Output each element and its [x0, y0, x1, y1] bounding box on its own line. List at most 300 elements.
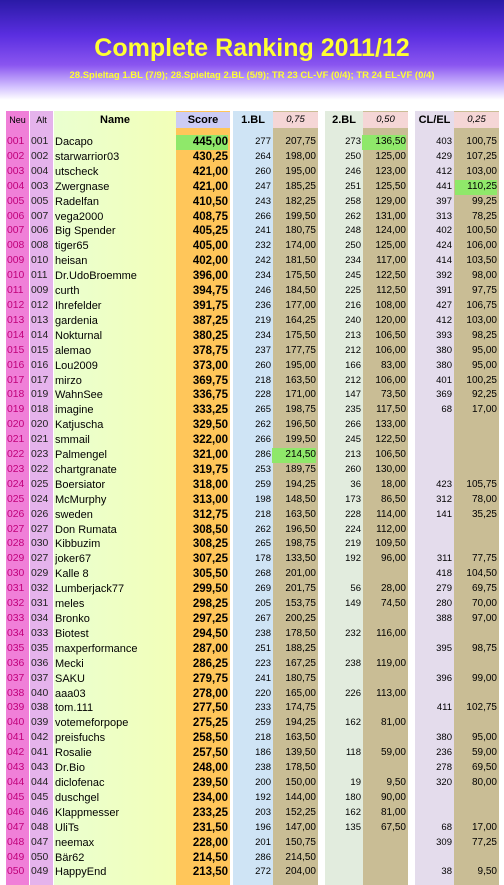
clel-points — [455, 791, 497, 806]
bl1-points: 139,50 — [285, 747, 316, 759]
clel-tips: 141 — [436, 508, 452, 520]
score-value: 278,00 — [192, 687, 228, 700]
score-value: 297,25 — [192, 613, 228, 625]
bl2-points: 125,00 — [375, 150, 406, 162]
bl2-tips: 258 — [345, 195, 361, 207]
bl2-tips: 235 — [345, 404, 361, 416]
bl2-points: 117,50 — [376, 404, 406, 416]
bl2-tips: 248 — [345, 225, 361, 237]
score-value: 277,50 — [192, 702, 228, 715]
rank-old: 045 — [31, 791, 49, 803]
rank-old: 011 — [31, 270, 48, 282]
bl2-tips: 213 — [345, 449, 361, 461]
table-row — [0, 478, 504, 493]
clel-tips: 397 — [436, 195, 452, 207]
table-row — [0, 865, 504, 880]
bl1-tips: 266 — [255, 210, 271, 222]
rank-new: 006 — [7, 210, 25, 222]
rank-old: 012 — [31, 299, 49, 311]
rank-new: 036 — [7, 657, 25, 669]
clel-tips: 320 — [436, 776, 452, 788]
bl2-points: 59,00 — [380, 747, 406, 759]
score-value: 421,00 — [192, 165, 228, 178]
bl1-points: 198,75 — [285, 538, 316, 550]
table-row — [0, 359, 504, 374]
clel-tips — [415, 627, 452, 642]
player-name: duschgel — [55, 791, 100, 804]
bl1-tips: 277 — [255, 136, 271, 147]
clel-tips: 391 — [436, 285, 452, 297]
table-row — [0, 344, 504, 359]
bl2-points — [362, 761, 406, 776]
rank-old: 020 — [31, 419, 49, 431]
table-row — [0, 776, 504, 791]
rank-old: 042 — [31, 732, 49, 744]
bl2-points: 106,50 — [375, 449, 406, 461]
bl2-tips: 246 — [345, 165, 361, 177]
rank-old: 023 — [31, 449, 49, 461]
score-value: 369,75 — [192, 374, 228, 387]
header-banner — [0, 0, 504, 100]
clel-points: 77,25 — [471, 836, 497, 848]
bl2-tips: 273 — [345, 136, 361, 147]
score-value: 307,25 — [192, 553, 228, 566]
rank-old: 036 — [31, 657, 49, 669]
score-value: 322,00 — [192, 434, 228, 447]
bl1-tips: 265 — [255, 404, 271, 416]
table-row — [0, 433, 504, 448]
clel-tips: 411 — [436, 702, 452, 714]
score-value: 313,00 — [192, 493, 228, 506]
bl1-points: 214,50 — [285, 851, 316, 863]
bl1-header: 1.BL — [241, 114, 265, 126]
rank-old: 031 — [31, 598, 49, 610]
bl1-tips: 243 — [255, 195, 271, 207]
bl2-tips: 251 — [345, 180, 361, 192]
bl2-header: 2.BL — [332, 114, 356, 126]
score-value: 445,00 — [176, 135, 228, 150]
bl1-points: 214,50 — [272, 448, 316, 463]
score-value: 298,25 — [192, 598, 228, 611]
name-header: Name — [100, 114, 130, 126]
bl1-points: 163,50 — [285, 508, 316, 520]
rank-old: 007 — [31, 210, 49, 222]
rank-old: 025 — [31, 478, 49, 490]
score-value: 378,75 — [192, 344, 228, 357]
clel-points: 103,00 — [466, 165, 497, 177]
rank-old: 037 — [31, 672, 49, 684]
rank-new: 005 — [7, 195, 25, 207]
rank-new: 049 — [7, 851, 25, 863]
bl1-points: 165,00 — [285, 687, 316, 699]
rank-new: 030 — [7, 568, 25, 580]
bl1-points: 196,50 — [285, 419, 316, 431]
score-value: 373,00 — [192, 359, 228, 372]
bl1-points: 175,50 — [285, 329, 316, 341]
player-name: Dr.UdoBroemme — [55, 270, 137, 283]
clel-points: 95,00 — [471, 359, 497, 371]
rank-old: 049 — [31, 866, 49, 878]
rank-new: 027 — [7, 523, 25, 535]
clel-points: 104,50 — [466, 568, 497, 580]
table-row — [0, 806, 504, 821]
score-value: 239,50 — [192, 776, 228, 789]
bl1-tips: 247 — [255, 180, 271, 192]
bl1-tips: 268 — [255, 568, 271, 580]
score-value: 258,50 — [192, 732, 228, 745]
player-name: Bronko — [55, 613, 90, 625]
rank-old: 024 — [31, 493, 49, 505]
bl1-points: 198,75 — [285, 404, 316, 416]
bl1-points: 144,00 — [285, 791, 316, 803]
bl2-tips — [325, 701, 361, 716]
player-name: vega2000 — [55, 210, 104, 223]
clel-tips: 412 — [436, 314, 452, 326]
score-value: 308,25 — [192, 538, 228, 551]
clel-points: 99,25 — [471, 195, 497, 207]
player-name: diclofenac — [55, 776, 105, 789]
player-name: Dacapo — [55, 136, 93, 148]
score-value: 214,50 — [192, 851, 228, 864]
score-value: 318,00 — [192, 478, 228, 491]
player-name: maxperformance — [55, 642, 138, 655]
bl2-tips: 162 — [345, 806, 361, 818]
rank-new: 008 — [7, 240, 25, 252]
bl2-points: 81,00 — [380, 806, 406, 818]
bl2-points: 28,00 — [380, 583, 406, 595]
clel-points: 35,25 — [471, 508, 497, 520]
bl2-points: 18,00 — [380, 478, 406, 490]
rank-new: 039 — [7, 702, 25, 714]
bl2-tips: 250 — [345, 240, 361, 252]
bl1-tips: 262 — [255, 523, 271, 535]
clel-tips: 424 — [436, 240, 452, 252]
bl1-tips: 228 — [255, 389, 271, 401]
clel-tips: 412 — [436, 165, 452, 177]
bl2-points: 106,00 — [375, 344, 406, 356]
bl2-points: 73,50 — [380, 389, 406, 401]
clel-tips: 311 — [436, 553, 452, 565]
clel-tips: 396 — [436, 672, 452, 684]
bl2-points: 106,50 — [375, 329, 406, 341]
player-name: WahnSee — [55, 389, 103, 402]
bl1-points: 153,75 — [285, 598, 316, 610]
score-value: 286,25 — [192, 657, 228, 670]
rank-old: 021 — [31, 434, 49, 446]
player-name: Don Rumata — [55, 523, 117, 536]
rank-new: 017 — [7, 374, 25, 386]
bl1-points: 195,00 — [285, 359, 316, 371]
table-row — [0, 791, 504, 806]
clel-points: 97,00 — [471, 613, 497, 624]
clel-points: 100,25 — [466, 374, 497, 386]
bl1-points: 177,00 — [285, 299, 316, 311]
bl2-points: 113,00 — [376, 687, 406, 699]
score-value: 410,50 — [192, 195, 228, 208]
bl2-tips: 228 — [345, 508, 361, 520]
clel-tips: 395 — [436, 642, 452, 654]
table-row — [0, 746, 504, 761]
table-row — [0, 388, 504, 403]
bl2-points — [362, 851, 406, 866]
bl2-tips — [325, 642, 361, 657]
clel-points — [455, 687, 497, 702]
bl2-points — [362, 836, 406, 851]
rank-old: 030 — [31, 538, 49, 550]
rank-old: 002 — [31, 150, 49, 162]
table-row — [0, 567, 504, 582]
clel-points: 70,00 — [471, 598, 497, 610]
bl1-tips: 251 — [255, 642, 271, 654]
alt-header: Alt — [36, 115, 47, 125]
table-row — [0, 582, 504, 597]
clel-points: 17,00 — [471, 821, 497, 833]
rank-new: 009 — [7, 255, 25, 267]
score-value: 408,75 — [192, 210, 228, 223]
clel-tips: 236 — [436, 747, 452, 759]
score-value: 319,75 — [192, 463, 228, 476]
score-value: 394,75 — [192, 285, 228, 298]
bl2-tips: 226 — [345, 687, 361, 699]
clel-points — [455, 627, 497, 642]
bl1-points: 188,25 — [285, 642, 316, 654]
bl1-points: 174,00 — [285, 240, 316, 252]
clel-tips: 441 — [436, 180, 452, 192]
table-row — [0, 299, 504, 314]
table-row — [0, 851, 504, 866]
page-title: Complete Ranking 2011/12 — [94, 34, 410, 62]
player-name: smmail — [55, 434, 90, 447]
score-value: 336,75 — [192, 389, 228, 402]
bl1-tips: 265 — [255, 538, 271, 550]
player-name: Biotest — [55, 627, 89, 640]
rank-old: 016 — [31, 359, 49, 371]
bl2-tips: 162 — [345, 717, 361, 729]
rank-new: 038 — [7, 687, 25, 699]
score-value: 329,50 — [192, 419, 228, 432]
bl1-points: 171,00 — [285, 389, 316, 401]
player-name: Big Spender — [55, 225, 116, 238]
table-row — [0, 284, 504, 299]
bl2-points: 136,50 — [362, 135, 406, 150]
rank-new: 047 — [7, 821, 25, 833]
score-value: 287,00 — [192, 642, 228, 655]
table-row — [0, 180, 504, 195]
player-name: alemao — [55, 344, 92, 357]
player-name: Nokturnal — [55, 329, 103, 342]
player-name: UliTs — [55, 821, 79, 834]
bl1-tips: 259 — [255, 717, 271, 729]
neu-header: Neu — [9, 115, 26, 125]
table-row — [0, 329, 504, 344]
score-value: 213,50 — [192, 866, 228, 879]
table-row — [0, 821, 504, 836]
clel-tips: 393 — [436, 329, 452, 341]
table-row — [0, 254, 504, 269]
table-row — [0, 537, 504, 552]
bl1-points: 163,50 — [285, 374, 316, 386]
bl2-points: 116,00 — [376, 627, 406, 639]
bl1-tips: 286 — [255, 449, 271, 461]
bl2-tips: 213 — [345, 329, 361, 341]
rank-old: 010 — [31, 255, 49, 267]
rank-new: 013 — [7, 314, 25, 326]
clel-points: 95,00 — [471, 344, 497, 356]
bl2-points — [362, 612, 406, 627]
rank-old: 018 — [31, 404, 49, 416]
bl2-tips — [325, 612, 361, 627]
bl2-points: 86,50 — [380, 493, 406, 505]
clel-tips: 278 — [436, 762, 452, 774]
rank-new: 014 — [7, 329, 25, 341]
clel-points: 69,50 — [471, 762, 497, 774]
bl1-points: 199,50 — [285, 210, 316, 222]
clel-points: 92,25 — [471, 389, 497, 401]
bl1-tips: 178 — [255, 553, 271, 565]
bl2-tips: 147 — [345, 389, 361, 401]
bl1-points: 150,75 — [285, 836, 316, 848]
rank-new: 019 — [7, 404, 25, 416]
bl2-points — [362, 642, 406, 657]
bl1-points: 178,50 — [285, 627, 316, 639]
bl1-tips: 242 — [255, 255, 271, 267]
table-row — [0, 403, 504, 418]
bl2-tips: 260 — [345, 463, 361, 475]
score-value: 380,25 — [192, 329, 228, 342]
clel-tips: 68 — [441, 821, 452, 833]
bl1-tips: 236 — [255, 299, 271, 311]
clel-points — [455, 806, 497, 821]
rank-new: 011 — [7, 285, 24, 297]
clel-points: 78,25 — [471, 210, 497, 222]
ranking-table — [0, 135, 504, 880]
table-row — [0, 418, 504, 433]
clel-tips — [415, 657, 452, 672]
rank-old: 029 — [31, 568, 49, 580]
bl1-points: 182,25 — [285, 195, 316, 207]
bl1-points: 150,00 — [285, 776, 316, 788]
clel-tips: 279 — [436, 583, 452, 595]
player-name: heisan — [55, 255, 88, 268]
bl2-points: 129,00 — [375, 195, 406, 207]
clel-tips: 403 — [436, 136, 452, 147]
clel-tips — [415, 791, 452, 806]
bl1-tips: 272 — [255, 866, 271, 878]
bl1-points: 185,25 — [285, 180, 316, 192]
clel-tips: 418 — [436, 568, 452, 580]
bl1-tips: 269 — [255, 583, 271, 595]
bl1-tips: 241 — [255, 672, 271, 684]
clel-points: 103,00 — [466, 314, 497, 326]
score-value: 321,00 — [192, 449, 228, 462]
bl1-tips: 220 — [255, 687, 271, 699]
rank-new: 042 — [7, 747, 25, 759]
rank-new: 021 — [7, 434, 25, 446]
bl2-tips: 245 — [345, 434, 361, 446]
bl2-points: 90,00 — [380, 791, 406, 803]
bl2-points: 96,00 — [380, 553, 406, 565]
bl1-tips: 218 — [255, 508, 271, 520]
bl2-tips: 224 — [345, 523, 361, 535]
clel-points: 80,00 — [471, 776, 497, 788]
bl2-tips: 212 — [345, 344, 361, 356]
rank-new: 002 — [7, 150, 25, 162]
bl1-points: 133,50 — [285, 553, 316, 565]
rank-new: 026 — [7, 508, 25, 520]
bl2-points: 108,00 — [375, 299, 406, 311]
bl2-tips: 149 — [345, 598, 361, 610]
table-row — [0, 135, 504, 150]
table-row — [0, 836, 504, 851]
bl2-points: 123,00 — [375, 165, 406, 177]
table-row — [0, 612, 504, 627]
score-value: 402,00 — [192, 255, 228, 268]
rank-new: 031 — [7, 583, 25, 595]
bl2-points: 117,00 — [376, 255, 406, 267]
bl2-tips: 166 — [345, 359, 361, 371]
rank-old: 032 — [31, 583, 49, 595]
bl1-points: 201,00 — [285, 568, 316, 580]
table-row — [0, 672, 504, 687]
bl1-points: 175,50 — [285, 270, 316, 282]
clel-points: 106,75 — [466, 299, 497, 311]
bl1-points: 152,25 — [285, 806, 316, 818]
rank-old: 046 — [31, 806, 49, 818]
bl2-tips — [325, 567, 361, 582]
player-name: Lumberjack77 — [55, 583, 125, 596]
score-value: 333,25 — [192, 404, 228, 417]
rank-new: 048 — [7, 836, 25, 848]
clel-points: 100,75 — [466, 136, 497, 147]
clel-points: 98,00 — [471, 270, 497, 282]
clel-points: 97,75 — [471, 285, 497, 297]
bl1-points: 201,75 — [285, 583, 316, 595]
clel-tips: 313 — [436, 210, 452, 222]
bl2-points: 9,50 — [386, 776, 406, 788]
bl1-points: 167,25 — [285, 657, 316, 669]
table-row — [0, 493, 504, 508]
rank-new: 025 — [7, 493, 25, 505]
bl1-tips: 264 — [255, 150, 271, 162]
clel-points: 69,75 — [471, 583, 497, 595]
table-row — [0, 642, 504, 657]
bl1-tips: 196 — [255, 821, 271, 833]
bl1-tips: 232 — [255, 240, 271, 252]
player-name: aaa03 — [55, 687, 86, 700]
rank-new: 024 — [7, 478, 25, 490]
player-name: Boersiator — [55, 478, 106, 491]
rank-old: 026 — [31, 508, 49, 520]
bl2-tips: 180 — [345, 791, 361, 803]
rank-new: 037 — [7, 672, 25, 684]
bl2-points: 83,00 — [380, 359, 406, 371]
table-row — [0, 716, 504, 731]
score-value: 294,50 — [192, 627, 228, 640]
clel-points — [455, 716, 497, 731]
rank-old: 034 — [31, 613, 49, 624]
clel-points: 102,75 — [466, 702, 497, 714]
player-name: Dr.Bio — [55, 762, 85, 775]
table-row — [0, 761, 504, 776]
bl1-points: 180,75 — [285, 225, 316, 237]
clel-points — [455, 657, 497, 672]
bl1-points: 189,75 — [285, 463, 316, 475]
table-row — [0, 165, 504, 180]
player-name: joker67 — [55, 553, 92, 566]
clel-tips — [415, 716, 452, 731]
rank-new: 040 — [7, 717, 25, 729]
bl1-points: 174,75 — [285, 702, 316, 714]
